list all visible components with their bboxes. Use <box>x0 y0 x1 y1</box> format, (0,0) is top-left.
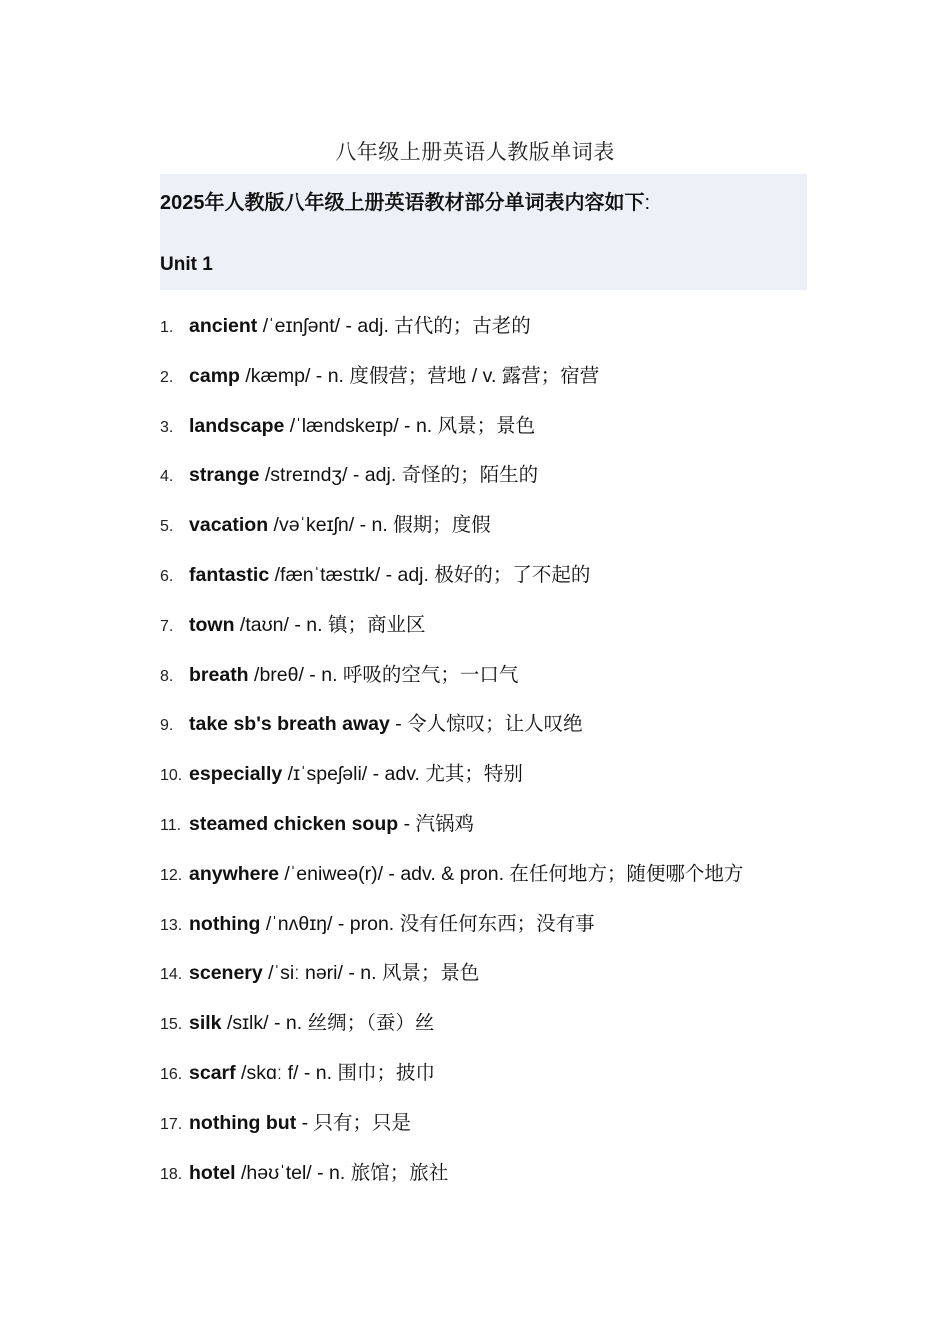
item-number: 17. <box>160 1115 183 1133</box>
vocabulary-term: strange <box>189 464 260 487</box>
intro-line <box>160 186 650 215</box>
vocabulary-item <box>160 609 840 659</box>
vocabulary-definition: - 汽锅鸡 <box>398 812 475 835</box>
vocabulary-item <box>160 908 840 958</box>
item-number: 12. <box>160 866 183 884</box>
vocabulary-definition: /sɪlk/ - n. 丝绸；（蚕）丝 <box>221 1012 435 1035</box>
vocabulary-term: vacation <box>189 514 269 537</box>
vocabulary-definition: /streɪndʒ/ - adj. 奇怪的；陌生的 <box>259 464 539 487</box>
vocabulary-definition: /ˈeɪnʃənt/ - adj. 古代的；古老的 <box>257 315 531 337</box>
item-number: 10. <box>160 767 183 785</box>
vocabulary-item <box>160 1107 840 1157</box>
vocabulary-item <box>160 1007 840 1057</box>
vocabulary-term: especially <box>189 763 283 786</box>
vocabulary-term: steamed chicken soup <box>189 812 399 835</box>
item-number: 8. <box>160 667 174 685</box>
vocabulary-definition: /skɑː f/ - n. 围巾；披巾 <box>235 1061 435 1084</box>
vocabulary-definition: - 令人惊叹；让人叹绝 <box>389 713 583 736</box>
vocabulary-definition: /ˈlændskeɪp/ - n. 风景；景色 <box>284 414 536 437</box>
vocabulary-term: hotel <box>189 1161 236 1184</box>
intro-colon: : <box>644 192 651 214</box>
item-number: 13. <box>160 916 183 934</box>
vocabulary-item <box>160 509 840 559</box>
item-number: 18. <box>160 1165 183 1183</box>
vocabulary-item <box>160 410 840 460</box>
item-number: 9. <box>160 717 174 735</box>
item-number: 7. <box>160 617 174 635</box>
vocabulary-definition: /həʊˈtel/ - n. 旅馆；旅社 <box>235 1161 449 1184</box>
vocabulary-definition: /kæmp/ - n. 度假营；营地 / v. 露营；宿营 <box>239 364 600 387</box>
vocabulary-term: scarf <box>189 1061 236 1084</box>
vocabulary-term: breath <box>189 663 249 686</box>
item-number: 2. <box>160 368 174 386</box>
vocabulary-item <box>160 708 840 758</box>
vocabulary-item <box>160 957 840 1007</box>
vocabulary-term: take sb's breath away <box>189 713 390 736</box>
vocabulary-item <box>160 1057 840 1107</box>
vocabulary-term: camp <box>189 364 240 387</box>
vocabulary-list <box>160 310 840 1206</box>
vocabulary-item <box>160 310 840 360</box>
item-number: 16. <box>160 1065 183 1083</box>
vocabulary-definition: /vəˈkeɪʃn/ - n. 假期；度假 <box>268 514 491 537</box>
vocabulary-term: fantastic <box>189 563 270 586</box>
document-title: 八年级上册英语人教版单词表 <box>335 140 615 164</box>
vocabulary-term: ancient <box>189 315 258 337</box>
vocabulary-definition: /ˈeniweə(r)/ - adv. & pron. 在任何地方；随便哪个地方 <box>278 862 744 885</box>
item-number: 5. <box>160 518 174 536</box>
intro-highlight-block <box>160 174 807 290</box>
vocabulary-item <box>160 758 840 808</box>
item-number: 3. <box>160 418 174 436</box>
vocabulary-term: nothing but <box>189 1111 297 1134</box>
item-number: 15. <box>160 1016 183 1034</box>
vocabulary-definition: /taʊn/ - n. 镇；商业区 <box>234 613 426 636</box>
unit-heading: Unit 1 <box>160 254 213 275</box>
vocabulary-definition: /ɪˈspeʃəli/ - adv. 尤其；特别 <box>282 763 523 786</box>
vocabulary-definition: /ˈsiː nəri/ - n. 风景；景色 <box>262 962 480 985</box>
vocabulary-term: landscape <box>189 414 285 437</box>
item-number: 4. <box>160 468 174 486</box>
item-number: 14. <box>160 966 183 984</box>
vocabulary-item <box>160 360 840 410</box>
vocabulary-definition: /fænˈtæstɪk/ - adj. 极好的；了不起的 <box>269 563 591 586</box>
item-number: 11. <box>160 816 182 834</box>
vocabulary-term: nothing <box>189 912 261 935</box>
vocabulary-item <box>160 459 840 509</box>
vocabulary-item <box>160 808 840 858</box>
vocabulary-term: town <box>189 613 235 636</box>
vocabulary-definition: - 只有；只是 <box>296 1111 412 1134</box>
vocabulary-item <box>160 659 840 709</box>
vocabulary-term: anywhere <box>189 862 279 885</box>
vocabulary-term: scenery <box>189 962 263 985</box>
item-number: 1. <box>160 319 174 336</box>
vocabulary-item <box>160 1157 840 1207</box>
vocabulary-term: silk <box>189 1012 222 1035</box>
item-number: 6. <box>160 567 174 585</box>
vocabulary-item <box>160 559 840 609</box>
vocabulary-item <box>160 858 840 908</box>
vocabulary-definition: /breθ/ - n. 呼吸的空气；一口气 <box>248 663 519 686</box>
vocabulary-definition: /ˈnʌθɪŋ/ - pron. 没有任何东西；没有事 <box>260 912 595 935</box>
intro-text: 2025年人教版八年级上册英语教材部分单词表内容如下 <box>160 192 645 214</box>
